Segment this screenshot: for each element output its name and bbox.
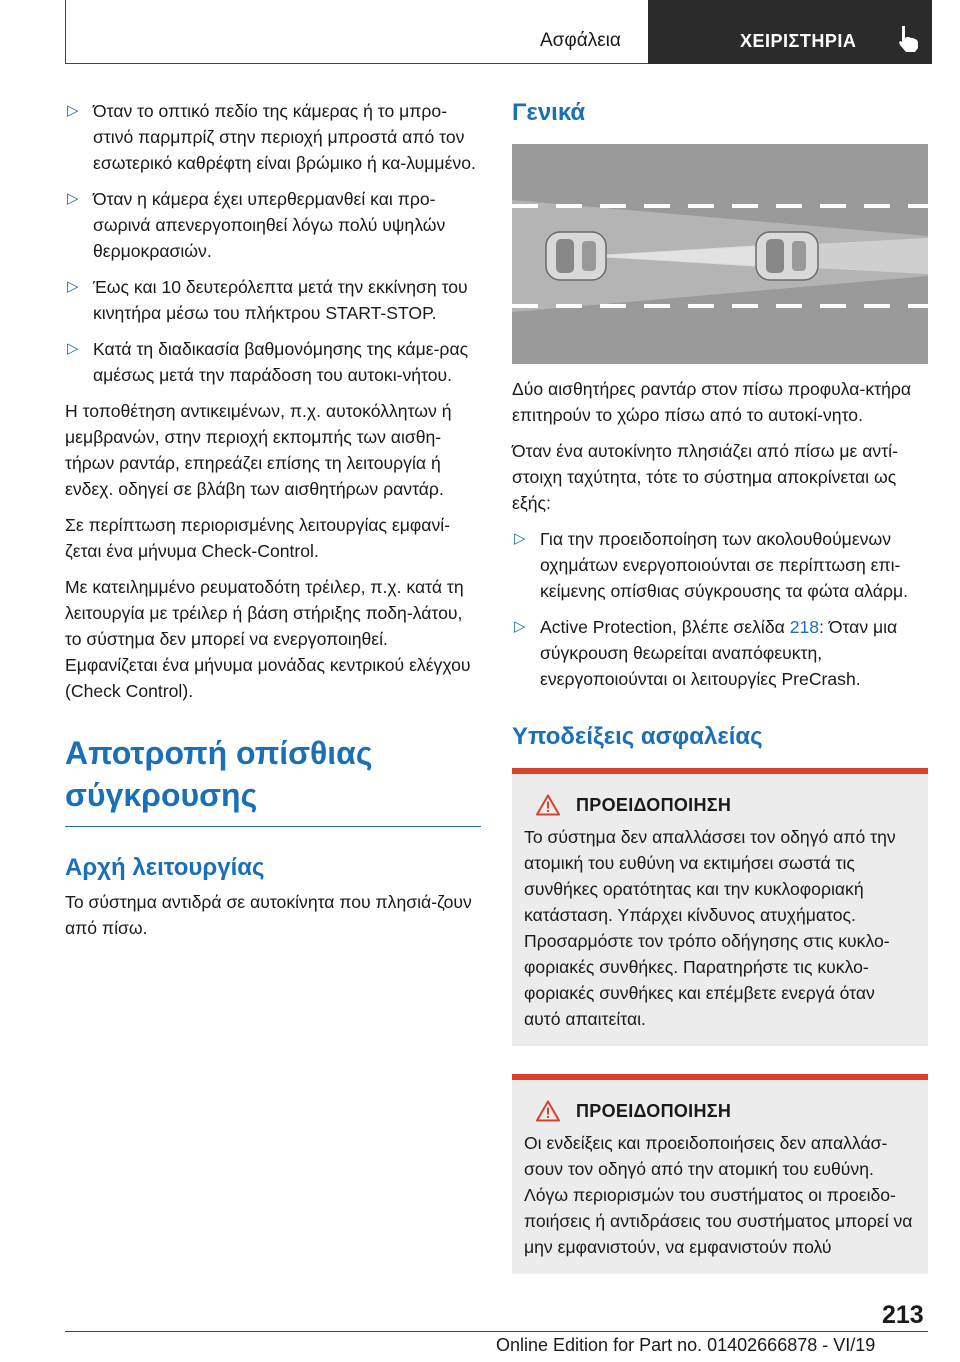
subheading-operating-principle: Αρχή λειτουργίας (65, 854, 265, 881)
subheading-general: Γενικά (512, 99, 586, 126)
triangle-right-outline-icon: ▷ (67, 278, 79, 295)
footer-edition: Online Edition for Part no. 01402666878 - VI/19 (496, 1335, 876, 1355)
footer-rule-right (862, 1331, 928, 1332)
list-item-text: Όταν η κάμερα έχει υπερθερμανθεί και προ-σωρινά απενεργοποιηθεί λόγω πολύ υψηλών θερμοκρασιών. (93, 189, 446, 261)
warning-triangle-icon (536, 1100, 560, 1122)
subheading-safety-notes: Υποδείξεις ασφαλείας (512, 723, 763, 750)
warning-box (512, 768, 928, 1046)
paragraph-trailer-socket: Με κατειλημμένο ρευματοδότη τρέιλερ, π.χ. κατά τη λειτουργία με τρέιλερ ή βάση στήριξης ποδη-λάτου, το σύστημα δεν μπορεί να ενεργοποιηθεί. Εμφανίζεται ένα μήνυμα μονάδας κεντρικού ελέγχου (Check Control). (65, 577, 471, 701)
triangle-right-outline-icon: ▷ (67, 340, 79, 357)
triangle-right-outline-icon: ▷ (67, 102, 79, 119)
list-item-text: Όταν το οπτικό πεδίο της κάμερας ή το μπρο-στινό παρμπρίζ στην περιοχή μπροστά από τον εσωτερικό καθρέφτη είναι βρώμικο ή κα-λυμμένο. (93, 101, 476, 173)
paragraph-check-control: Σε περίπτωση περιορισμένης λειτουργίας εμφανί-ζεται ένα μήνυμα Check-Control. (65, 515, 451, 561)
header-chapter-tab[interactable] (648, 0, 932, 64)
list-item (512, 614, 928, 692)
right-column (512, 98, 928, 1302)
rear-car-shape (546, 232, 606, 280)
rear-radar-illustration (512, 144, 928, 364)
list-item (512, 526, 928, 604)
list-item (65, 98, 481, 176)
list-item (65, 336, 481, 388)
list-item-text-post: : Όταν μια σύγκρουση θεωρείται αναπόφευκτη, ενεργοποιούνται οι λειτουργίες PreCrash. (540, 617, 898, 689)
warning-body: Οι ενδείξεις και προειδοποιήσεις δεν απαλλάσ-σουν τον οδηγό από την ατομική του ευθύνη. Λόγω περιορισμών του συστήματος οι προειδο-ποιήσεις ή αντιδράσεις του συστήματος μπορεί να μην εμφανιστούν, να εμφανιστούν πολύ (524, 1133, 913, 1257)
paragraph-sticker-interference: Η τοποθέτηση αντικειμένων, π.χ. αυτοκόλλητων ή μεμβρανών, στην περιοχή εκπομπής των αισθη-τήρων ραντάρ, επηρεάζει επίσης τη λειτουργία ή ενδεχ. οδηγεί σε βλάβη των αισθητήρων ραντάρ. (65, 401, 452, 499)
footer-rule (65, 1331, 862, 1332)
header-left-rule (65, 0, 66, 64)
header-tab-label: ΧΕΙΡΙΣΤΗΡΙΑ (740, 31, 857, 51)
warning-box (512, 1074, 928, 1274)
list-item (65, 186, 481, 264)
warning-title-row (524, 794, 916, 816)
front-car-shape (756, 232, 818, 280)
page-number: 213 (882, 1301, 924, 1329)
warning-title: ΠΡΟΕΙΔΟΠΟΙΗΣΗ (576, 794, 732, 815)
warning-title-row (524, 1100, 916, 1122)
triangle-right-outline-icon: ▷ (67, 190, 79, 207)
warning-title: ΠΡΟΕΙΔΟΠΟΙΗΣΗ (576, 1100, 732, 1121)
list-item-text: Για την προειδοποίηση των ακολουθούμενων οχημάτων ενεργοποιούνται σε περίπτωση επι-κείμενης οπίσθιας σύγκρουσης τα φώτα αλάρμ. (540, 529, 908, 601)
section-heading-rear-collision: Αποτροπή οπίσθιας σύγκρουσης (65, 732, 481, 827)
pointing-hand-icon (896, 24, 922, 54)
radar-illustration-svg (512, 144, 928, 364)
warning-body: Το σύστημα δεν απαλλάσσει τον οδηγό από την ατομική του ευθύνη να εκτιμήσει σωστά τις συνθήκες ορατότητας και την κυκλοφοριακή κατάσταση. Υπάρχει κίνδυνος ατυχήματος. Προσαρμόστε τον τρόπο οδήγησης στις κυκλο-φοριακές συνθήκες. Παρατηρήστε τις κυκλο-φοριακές συνθήκες και επέμβετε ενεργά όταν αυτό απαιτείται. (524, 827, 896, 1029)
list-item-text: Κατά τη διαδικασία βαθμονόμησης της κάμε-ρας αμέσως μετά την παράδοση του αυτοκι-νήτου. (93, 339, 469, 385)
list-item-text: Έως και 10 δευτερόλεπτα μετά την εκκίνηση του κινητήρα μέσω του πλήκτρου START-STOP. (93, 277, 468, 323)
warning-triangle-icon (536, 794, 560, 816)
triangle-right-outline-icon: ▷ (514, 618, 526, 635)
triangle-right-outline-icon: ▷ (514, 530, 526, 547)
paragraph-approach: Όταν ένα αυτοκίνητο πλησιάζει από πίσω με αντί-στοιχη ταχύτητα, τότε το σύστημα αποκρίνεται ως εξής: (512, 441, 898, 513)
paragraph-principle: Το σύστημα αντιδρά σε αυτοκίνητα που πλησιά-ζουν από πίσω. (65, 892, 472, 938)
list-item (65, 274, 481, 326)
page-reference-link[interactable]: 218 (789, 617, 820, 637)
list-item-text-pre: Active Protection, βλέπε σελίδα (540, 617, 790, 637)
header-bottom-rule (65, 63, 648, 64)
paragraph-radar-sensors: Δύο αισθητήρες ραντάρ στον πίσω προφυλα-κτήρα επιτηρούν το χώρο πίσω από το αυτοκί-νητο. (512, 379, 912, 425)
left-column (65, 98, 481, 951)
header-section-title: Ασφάλεια (540, 30, 621, 51)
